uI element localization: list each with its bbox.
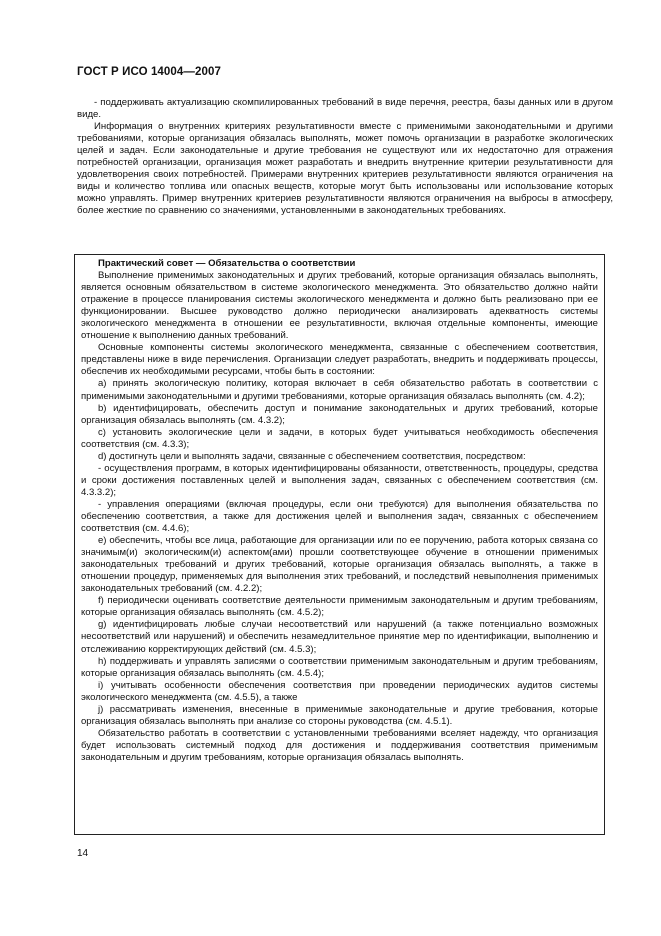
intro-paragraph: - поддерживать актуализацию скомпилированных требований в виде перечня, реестра, базы данных или в другом виде.	[77, 97, 613, 121]
list-item-a: а) принять экологическую политику, которая включает в себя обязательство работать в соответствии с применимыми законодательными и другими требованиями, которые организация обязалась выполнять (см. 4.2);	[81, 378, 598, 402]
list-item-c: c) установить экологические цели и задачи, в которых будет учитываться необходимость обеспечения соответствия (см. 4.3.3);	[81, 426, 598, 450]
intro-text	[77, 97, 613, 217]
list-item-h: h) поддерживать и управлять записями о соответствии применимым законодательным и другим требованиям, которые организация обязалась выполнять (см. 4.5.4);	[81, 655, 598, 679]
list-subitem: - осуществления программ, в которых идентифицированы обязанности, ответственность, процедуры, средства и сроки достижения поставленных целей и выполнения задач, связанных с обеспечением соответствия (см. 4.3.3.2);	[81, 462, 598, 498]
list-item-j: j) рассматривать изменения, внесенные в применимые законодательные и другие требования, которые организация обязалась выполнять при анализе со стороны руководства (см. 4.5.1).	[81, 703, 598, 727]
intro-paragraph: Информация о внутренних критериях результативности вместе с применимыми законодательными и другими требованиями, которые организация обязалась выполнять, может помочь организации в разработке экологических целей и задач. Если законодательные и другие требования не существуют или их недостаточно для отражения потребностей организации, организация может разработать и внедрить внутренние критерии результативности для удовлетворения своих потребностей. Примерами внутренних критериев результативности являются ограничения на виды и количество топлива или опасных веществ, которые могут быть использованы или использование которых можно управлять. Пример внутренних критериев результативности являются ограничения на выбросы в атмосферу, более жесткие по сравнению со значениями, установленными в законодательных требованиях.	[77, 121, 613, 217]
list-item-i: i) учитывать особенности обеспечения соответствия при проведении периодических аудитов системы экологического менеджмента (см. 4.5.5), а также	[81, 679, 598, 703]
box-paragraph: Выполнение применимых законодательных и других требований, которые организация обязалась выполнять, является основным обязательством в системе экологического менеджмента. Это обязательство должно найти отражение в процессе планирования системы экологического менеджмента и должно быть реализовано при ее функционировании. Высшее руководство должно периодически анализировать адекватность системы экологического менеджмента в отношении ее результативности, включая отдельные компоненты, имеющие отношение к выполнению данных требований.	[81, 270, 598, 342]
list-subitem: - управления операциями (включая процедуры, если они требуются) для выполнения обязательства по обеспечению соответствия, а также для достижения целей и выполнения задач, связанных с обеспечением соответствия (см. 4.4.6);	[81, 498, 598, 535]
list-item-d: d) достигнуть цели и выполнять задачи, связанные с обеспечением соответствия, посредством:	[98, 450, 526, 462]
page-number: 14	[77, 848, 89, 859]
list-item-b: b) идентифицировать, обеспечить доступ и понимание законодательных и других требований, которые организация обязалась выполнять (см. 4.3.2);	[81, 402, 598, 426]
practical-advice-box	[74, 254, 605, 835]
box-title: Практический совет — Обязательства о соответствии	[98, 258, 356, 269]
box-paragraph: Обязательство работать в соответствии с установленными требованиями вселяет надежду, что организация будет использовать системный подход для достижения и поддерживания соответствия применимым законодательным и другим требованиям, которые организация обязалась выполнять.	[81, 727, 598, 763]
list-item-g: g) идентифицировать любые случаи несоответствий или нарушений (а также потенциально возможных несоответствий или нарушений) и обеспечить незамедлительное принятие мер по идентификации, выполнению и отслеживанию корректирующих действий (см. 4.5.3);	[81, 619, 598, 655]
list-item-f: f) периодически оценивать соответствие деятельности применимым законодательным и другим требованиям, которые организация обязалась выполнять (см. 4.5.2);	[81, 595, 598, 619]
document-header: ГОСТ Р ИСО 14004—2007	[77, 66, 222, 78]
list-item-e: e) обеспечить, чтобы все лица, работающие для организации или по ее поручению, работа которых связана со значимым(и) экологическим(и) аспектом(ами) прошли соответствующее обучение в отношении применимых законодательных требований и других требований, которые организация обязалась выполнять, а также в отношении процедур, применяемых для выполнения этих требований, и последствий невыполнения применимых законодательных требований (см. 4.2.2);	[81, 535, 598, 595]
box-paragraph: Основные компоненты системы экологического менеджмента, связанные с обеспечением соответствия, представлены ниже в виде перечисления. Организации следует разработать, внедрить и поддерживать процессы, обеспечив их необходимыми ресурсами, чтобы быть в состоянии:	[81, 342, 598, 378]
